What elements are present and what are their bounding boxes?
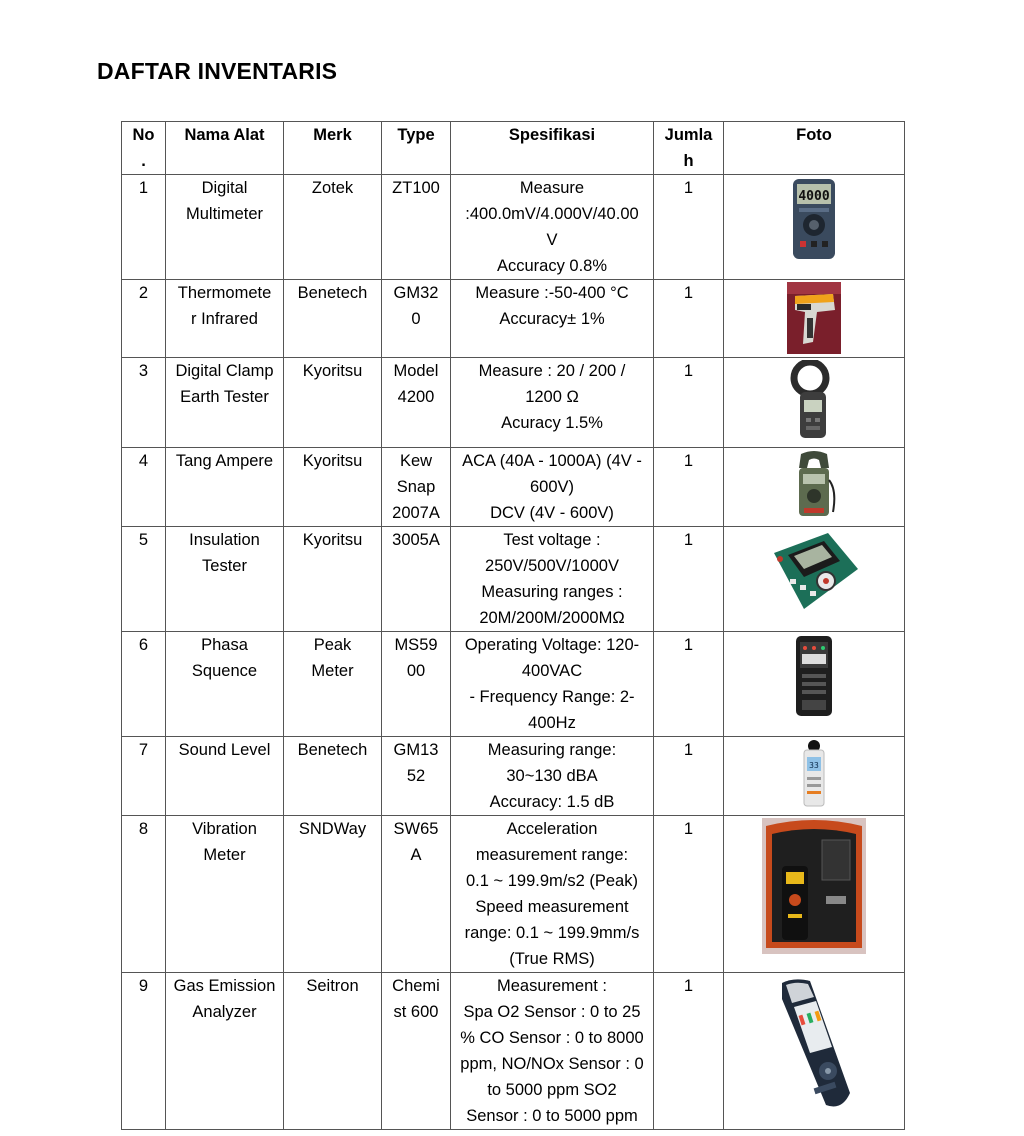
cell-nama-alat: Thermomete r Infrared xyxy=(166,280,284,358)
cell-no: 5 xyxy=(122,527,166,632)
cell-spesifikasi: Operating Voltage: 120- 400VAC - Frequency Range: 2- 400Hz xyxy=(451,632,654,737)
cell-spesifikasi: Measure :400.0mV/4.000V/40.00 V Accuracy 0.8% xyxy=(451,175,654,280)
cell-no: 9 xyxy=(122,973,166,1130)
cell-type: GM13 52 xyxy=(382,737,451,816)
cell-foto xyxy=(724,737,905,816)
column-header-jumlah: Jumla h xyxy=(654,122,724,175)
cell-no: 1 xyxy=(122,175,166,280)
cell-no: 6 xyxy=(122,632,166,737)
cell-foto xyxy=(724,280,905,358)
cell-spesifikasi: ACA (40A - 1000A) (4V - 600V) DCV (4V - 600V) xyxy=(451,448,654,527)
table-row xyxy=(122,280,905,358)
cell-foto xyxy=(724,816,905,973)
cell-merk: Benetech xyxy=(284,737,382,816)
cell-spesifikasi: Test voltage : 250V/500V/1000V Measuring ranges : 20M/200M/2000MΩ xyxy=(451,527,654,632)
cell-foto xyxy=(724,527,905,632)
cell-nama-alat: Phasa Squence xyxy=(166,632,284,737)
cell-no: 4 xyxy=(122,448,166,527)
cell-nama-alat: Digital Clamp Earth Tester xyxy=(166,358,284,448)
column-header-type: Type xyxy=(382,122,451,175)
gas-analyzer-photo xyxy=(764,975,864,1115)
column-header-spesifikasi: Spesifikasi xyxy=(451,122,654,175)
cell-jumlah: 1 xyxy=(654,632,724,737)
cell-merk: Peak Meter xyxy=(284,632,382,737)
cell-jumlah: 1 xyxy=(654,358,724,448)
cell-jumlah: 1 xyxy=(654,448,724,527)
digital-multimeter-photo xyxy=(790,177,838,261)
cell-no: 7 xyxy=(122,737,166,816)
inventory-table xyxy=(121,121,905,1130)
cell-spesifikasi: Measurement : Spa O2 Sensor : 0 to 25 % CO Sensor : 0 to 8000 ppm, NO/NOx Sensor : 0 to 5000 ppm SO2 Sensor : 0 to 5000 ppm xyxy=(451,973,654,1130)
vibration-meter-photo xyxy=(762,818,866,954)
page-title: DAFTAR INVENTARIS xyxy=(97,58,338,84)
cell-jumlah: 1 xyxy=(654,175,724,280)
cell-jumlah: 1 xyxy=(654,737,724,816)
cell-foto xyxy=(724,973,905,1130)
table-row xyxy=(122,175,905,280)
table-row xyxy=(122,973,905,1130)
cell-merk: Kyoritsu xyxy=(284,527,382,632)
column-header-foto: Foto xyxy=(724,122,905,175)
sound-level-display-reading: 33 xyxy=(809,761,819,770)
clamp-earth-tester-photo xyxy=(788,360,840,442)
column-header-merk: Merk xyxy=(284,122,382,175)
multimeter-display-reading: 4000 xyxy=(798,189,830,204)
column-header-nama-alat: Nama Alat xyxy=(166,122,284,175)
clamp-meter-photo xyxy=(789,450,839,520)
table-row xyxy=(122,737,905,816)
cell-foto xyxy=(724,448,905,527)
cell-merk: Seitron xyxy=(284,973,382,1130)
cell-jumlah: 1 xyxy=(654,973,724,1130)
cell-nama-alat: Insulation Tester xyxy=(166,527,284,632)
cell-type: MS59 00 xyxy=(382,632,451,737)
table-row xyxy=(122,448,905,527)
cell-jumlah: 1 xyxy=(654,280,724,358)
cell-merk: SNDWay xyxy=(284,816,382,973)
infrared-thermometer-photo xyxy=(787,282,841,354)
cell-nama-alat: Sound Level xyxy=(166,737,284,816)
cell-no: 2 xyxy=(122,280,166,358)
cell-type: GM32 0 xyxy=(382,280,451,358)
cell-foto xyxy=(724,632,905,737)
column-header-no: No . xyxy=(122,122,166,175)
cell-no: 3 xyxy=(122,358,166,448)
cell-merk: Zotek xyxy=(284,175,382,280)
cell-type: Chemi st 600 xyxy=(382,973,451,1130)
cell-nama-alat: Tang Ampere xyxy=(166,448,284,527)
cell-type: ZT100 xyxy=(382,175,451,280)
cell-spesifikasi: Acceleration measurement range: 0.1 ~ 199.9m/s2 (Peak) Speed measurement range: 0.1 ~ 199.9mm/s (True RMS) xyxy=(451,816,654,973)
table-row xyxy=(122,358,905,448)
cell-type: SW65 A xyxy=(382,816,451,973)
table-row xyxy=(122,632,905,737)
cell-spesifikasi: Measure : 20 / 200 / 1200 Ω Acuracy 1.5% xyxy=(451,358,654,448)
cell-nama-alat: Digital Multimeter xyxy=(166,175,284,280)
cell-type: 3005A xyxy=(382,527,451,632)
cell-type: Model 4200 xyxy=(382,358,451,448)
table-row xyxy=(122,816,905,973)
phase-sequence-meter-photo xyxy=(772,634,856,718)
cell-foto xyxy=(724,175,905,280)
cell-jumlah: 1 xyxy=(654,527,724,632)
cell-no: 8 xyxy=(122,816,166,973)
cell-nama-alat: Gas Emission Analyzer xyxy=(166,973,284,1130)
cell-jumlah: 1 xyxy=(654,816,724,973)
cell-spesifikasi: Measure :-50-400 °C Accuracy± 1% xyxy=(451,280,654,358)
insulation-tester-photo xyxy=(766,529,862,613)
cell-foto xyxy=(724,358,905,448)
cell-merk: Benetech xyxy=(284,280,382,358)
sound-level-meter-photo xyxy=(797,739,831,809)
cell-spesifikasi: Measuring range: 30~130 dBA Accuracy: 1.5 dB xyxy=(451,737,654,816)
table-row xyxy=(122,527,905,632)
cell-merk: Kyoritsu xyxy=(284,448,382,527)
cell-type: Kew Snap 2007A xyxy=(382,448,451,527)
table-header-row xyxy=(122,122,905,175)
cell-merk: Kyoritsu xyxy=(284,358,382,448)
cell-nama-alat: Vibration Meter xyxy=(166,816,284,973)
